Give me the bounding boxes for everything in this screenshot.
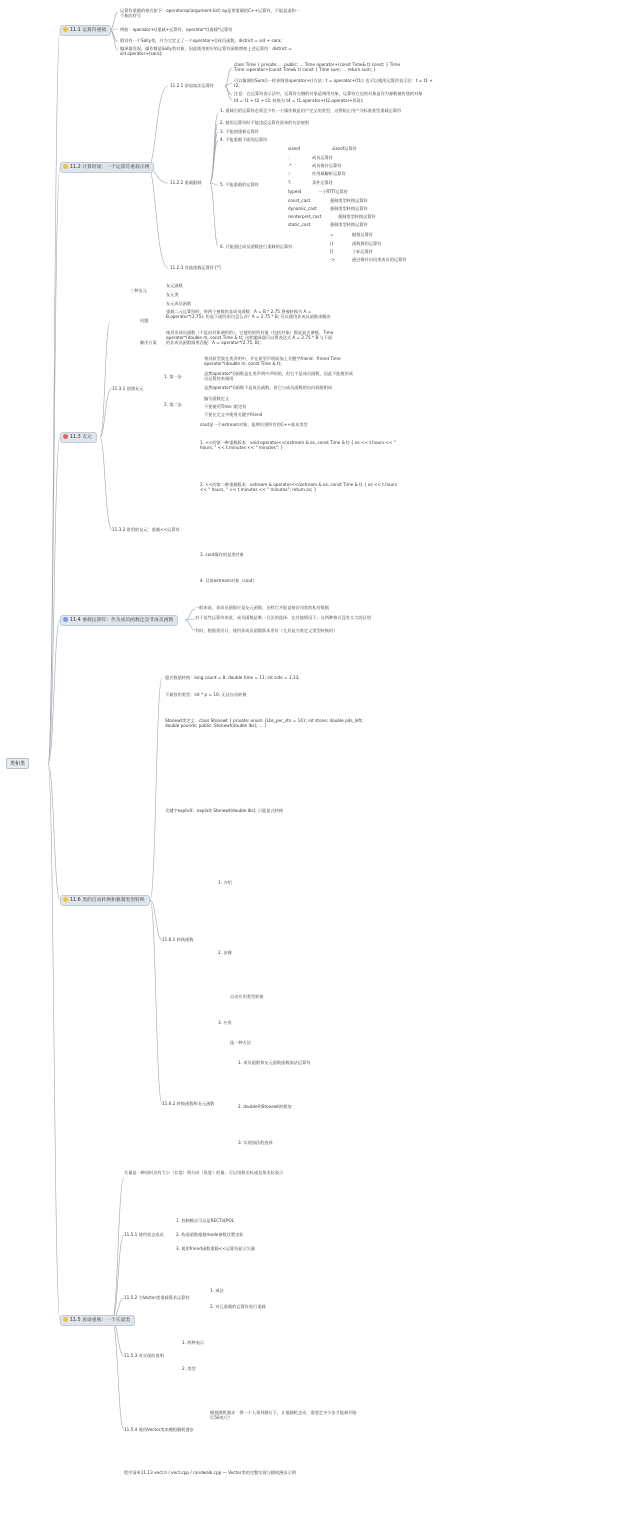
node-115-3-a: 1. 两种表示 (182, 1340, 205, 1345)
op-name: ?: (288, 180, 292, 185)
node-115-footer: 程序清单11.13 vect.h / vect.cpp / randwalk.cpp — Vector类的完整实现与随机漫步示例 (124, 1470, 296, 1475)
topic-11-1[interactable] (60, 25, 111, 36)
node-113-kind: 友元类 (166, 292, 179, 297)
node-113-step2-text: 编写函数定义 (204, 396, 230, 401)
node-116-auto: 自动应用类型转换 (230, 994, 264, 999)
node-113-1[interactable]: 11.3.1 创建友元 (112, 386, 144, 391)
node-113-step2-note: 不要使用Time::限定符 (204, 404, 247, 409)
op-desc: 赋值运算符 (352, 232, 373, 237)
op-name: static_cast (288, 222, 311, 227)
node-111-format[interactable]: 运算符重载的格式如下：operatorop(argument-list) op是要重载的C++运算符，不能是虚构一个新的符号 (120, 8, 300, 19)
node-112-1-a[interactable]: class Time { private: ... public: ... Time operator+(const Time& t) const; } Time Time::operator+(const Time& t) const { Time sum; ... return sum; } (234, 62, 401, 73)
root-node[interactable]: 类和类 (6, 758, 29, 769)
op-desc: 函数调用运算符 (352, 241, 382, 246)
node-112-1[interactable]: 11.2.1 添加加法运算符 (170, 83, 214, 88)
topic-11-4[interactable] (60, 615, 178, 626)
star-icon (63, 164, 68, 169)
node-115-1[interactable]: 11.5.1 使用状态成员 (124, 1232, 164, 1237)
node-115-4-a: 模拟随机漫步：将一个人领到路灯下，让他随机走动，需要走多少步才能离开路灯50英尺？ (210, 1410, 357, 1421)
op-name: = (330, 232, 334, 237)
node-113-problem-text: 重载二元运算符时，带两个参数的非成员函数：A = B * 2.75 将被转换为 A = B.operator*(2.75); 但是下面的语句怎么办？A = 2.75 * B; 可以使用非成员函数来解决 (166, 309, 331, 320)
node-113-step1[interactable]: 1. 第一步 (164, 374, 182, 379)
node-115-3-b: 2. 类型 (182, 1366, 196, 1371)
node-115-2-b: 2. 对已重载的运算符进行重载 (210, 1304, 266, 1309)
op-desc: 成员指针运算符 (312, 163, 342, 168)
node-113-kind: 友元成员函数 (166, 301, 192, 306)
op-name: () (330, 241, 334, 246)
node-116-a: 隐式数值转换：long count = 8; double time = 11; int side = 3.33; (165, 675, 300, 680)
node-113-2-a: cout是一个ostream对象，能够识别所有的C++基本类型 (200, 422, 308, 427)
op-name: :: (288, 171, 291, 176)
node-112-1-d[interactable]: t4 = t1 + t2 + t3; 转换为 t4 = t1.operator+(t2.operator+(t3)); (234, 98, 364, 103)
node-116-apply: 3. 应用 (218, 1020, 232, 1025)
node-116-b: 不兼容的类型：int * p = 10; 无法自动转换 (165, 692, 247, 697)
node-115-4[interactable]: 11.5.4 使用Vector类来模拟随机漫步 (124, 1427, 194, 1432)
topic-label: 11.5 再谈重载：一个矢量类 (70, 1318, 131, 1323)
node-112-2-c[interactable]: 3. 不能创建新运算符 (220, 129, 259, 134)
node-112-1-b[interactable]: 可以像调用Sum()一样来调用operator+()方法：t = operator+(t1); 也可以使用运算符表示法：t = t1 + t2; (234, 78, 433, 89)
node-113-2-b: 1. <<的第一种重载版本：void operator<<(ostream & os, const Time & t) { os << t.hours << " hours, " << t.minutes << " minutes"; } (200, 440, 396, 451)
node-115-2-a: 1. 乘法 (210, 1288, 224, 1293)
node-112-1-c[interactable]: 注意：在运算符表示法中，运算符左侧的对象是调用对象，运算符右边的对象是作为参数被传递的对象 (234, 91, 423, 96)
star-icon (63, 27, 68, 32)
op-name: -> (330, 257, 336, 262)
node-113-2[interactable]: 11.3.2 常用的友元：重载<<运算符 (112, 527, 180, 532)
node-116-2[interactable]: 11.6.2 转换函数和友元函数 (162, 1101, 215, 1106)
node-112-2-d[interactable]: 4. 不能重载下面的运算符 (220, 137, 268, 142)
alert-icon (63, 434, 68, 439)
op-name: const_cast (288, 198, 311, 203)
node-111-sally[interactable]: 假设有一个Sally类，并为它定义了一个operator+()成员函数，district = sid + sara; (120, 38, 282, 43)
node-116-steps: 2. 步骤 (218, 950, 232, 955)
op-name: [] (330, 249, 334, 254)
node-115-1-a: 1. 控制模式可以是RECT或POL (176, 1218, 235, 1223)
node-115-1-c: 3. 使用friend函数重载<<运算符显示矢量 (176, 1246, 256, 1251)
topic-11-6[interactable] (60, 895, 150, 906)
topic-11-3[interactable] (60, 432, 97, 443)
node-113-step2-note: 不要在定义中使用关键字friend (204, 412, 263, 417)
node-116-c: Stonewt类定义：class Stonewt { private: enum {Lbs_per_stn = 14}; int stone; double pds_left; double pounds; public: Stonewt(double lbs); ... } (165, 718, 363, 729)
node-111-replace[interactable]: 编译器发现，操作数是Sally类对象，因此使用相应的运算符函数替换上述运算符：district = sid.operator+(sara); (120, 46, 292, 57)
node-112-2[interactable]: 11.2.2 重载限制 (170, 180, 202, 185)
node-112-3[interactable]: 11.2.3 其他重载运算符 [*] (170, 265, 221, 270)
op-desc: 强制类型转换运算符 (330, 222, 368, 227)
topic-label: 11.4 重载运算符：作为成员函数还是非成员函数 (70, 618, 174, 623)
node-116-intro: 1. 介绍 (218, 880, 232, 885)
node-114-b: 对于某些运算符来说，成员函数是唯一合法的选择，在其他情况下，这两种格式没有太大的区别 (195, 615, 371, 620)
node-111-example[interactable]: 例如：operator+()重载+运算符，operator*()重载*运算符 (120, 27, 233, 32)
op-desc: 一个RTTI运算符 (318, 189, 348, 194)
node-113-step1-text: 将其原型放在类声明中，并在原型声明前加上关键字friend：friend Time operator*(double m, const Time & t); (204, 356, 341, 367)
node-116-2-a: 1. 成员函数和友元函数重载加法运算符 (238, 1060, 311, 1065)
node-116-2-b: 2. double和Stonewt的相加 (238, 1104, 292, 1109)
node-113-kinds[interactable]: 三种友元 (130, 288, 147, 293)
node-114-c: 有时，根据类设计，使用非成员函数版本更好（尤其是为类定义类型转换时） (195, 628, 338, 633)
topic-label: 11.3 友元 (70, 435, 92, 440)
op-desc: 成员运算符 (312, 155, 333, 160)
node-113-step1-note: 虽然operator*()函数不是成员函数，但它与成员函数的访问权限相同 (204, 385, 333, 390)
op-desc: 下标运算符 (352, 249, 373, 254)
node-112-2-b[interactable]: 2. 使用运算符时不能违反运算符原来的句法规则 (220, 120, 310, 125)
node-115-intro: 矢量是一种同时具有大小（长度）和方向（角度）的量，可以用极坐标或直角坐标表示 (124, 1170, 284, 1175)
op-name: reinterpret_cast (288, 214, 322, 219)
node-116-1[interactable]: 11.6.1 转换函数 (162, 937, 194, 942)
op-desc: 通过指针访问类成员的运算符 (352, 257, 407, 262)
node-115-3[interactable]: 11.5.3 对实现的说明 (124, 1353, 164, 1358)
info-icon (63, 617, 68, 622)
op-name: dynamic_cast (288, 206, 317, 211)
node-115-2[interactable]: 11.5.2 为Vector类重载算术运算符 (124, 1295, 190, 1300)
node-112-2-f[interactable]: 6. 只能通过成员函数进行重载的运算符 (220, 244, 293, 249)
topic-label: 11.2 计算时间：一个运算符重载示例 (70, 165, 150, 170)
op-name: sizeof (288, 146, 301, 151)
node-116-d: 关键字explicit：explicit Stonewt(double lbs); 只能显式转换 (165, 808, 284, 813)
node-113-kind: 友元函数 (166, 283, 183, 288)
op-desc: 强制类型转换运算符 (330, 198, 368, 203)
node-113-problem[interactable]: 问题 (140, 318, 149, 323)
op-name: . (288, 155, 290, 160)
op-desc: sizeof运算符 (332, 146, 357, 151)
node-113-2-e: 4. 目前ostream对象（cout） (200, 578, 257, 583)
topic-11-5[interactable] (60, 1315, 135, 1326)
node-112-2-a[interactable]: 1. 重载后的运算符必须至少有一个操作数是用户定义的类型，这将防止用户为标准类型重载运算符 (220, 108, 402, 113)
op-desc: 强制类型转换运算符 (338, 214, 376, 219)
op-desc: 作用域解析运算符 (312, 171, 346, 176)
node-113-step1-note: 虽然operator*()函数是在类声明中声明的，但它不是成员函数，因此不能使用成员运算符来调用 (204, 371, 353, 382)
node-116-choose: 选一种方法 (230, 1040, 251, 1045)
node-116-2-c: 3. 实现加法的选择 (238, 1140, 273, 1145)
node-112-2-e[interactable]: 5. 不能重载的运算符 (220, 182, 259, 187)
topic-11-2[interactable] (60, 162, 154, 173)
op-name: typeid (288, 189, 302, 194)
node-113-2-c: 2. <<的第二种重载版本：ostream & operator<<(ostream & os, const Time & t) { os << t.hours << " hours, " << t.minutes << " minutes"; return os; } (200, 482, 398, 493)
node-113-step2[interactable]: 2. 第二步 (164, 402, 182, 407)
node-114-a: 一般来说，非成员函数应是友元函数，这样它才能直接访问类的私有数据 (195, 605, 330, 610)
op-name: .* (288, 163, 292, 168)
node-113-solution-text: 使用非成员函数（不是由对象调用的），它使用的所有值（包括对象）都是显式参数。Time operator*(double m, const Time & t); 这样编译器可以将表达式 A = 2.75 * B 与下面的非成员函数调用匹配：A = operator*(2.75, B); (166, 330, 334, 346)
node-115-1-b: 2. 构造函数根据mode参数设置坐标 (176, 1232, 244, 1237)
star-icon (63, 897, 68, 902)
node-113-solution[interactable]: 解决方案 (140, 340, 157, 345)
op-desc: 条件运算符 (312, 180, 333, 185)
topic-label: 11.1 运算符重载 (70, 28, 107, 33)
node-113-2-d: 3. cout操作的是类对象 (200, 552, 244, 557)
op-desc: 强制类型转换运算符 (330, 206, 368, 211)
topic-label: 11.6 类的自动转换和强制类型转换 (70, 898, 145, 903)
star-icon (63, 1317, 68, 1322)
